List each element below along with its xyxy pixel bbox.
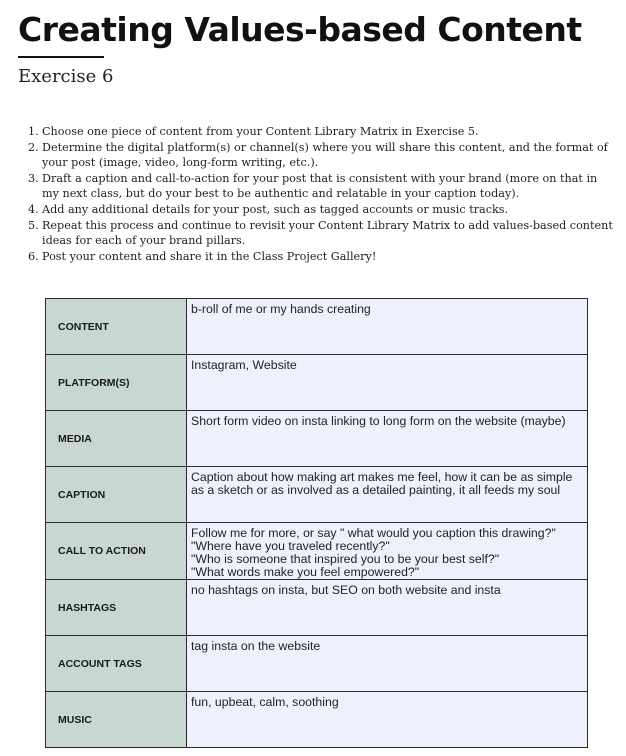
row-label: CONTENT bbox=[46, 299, 187, 355]
instruction-step bbox=[28, 218, 617, 249]
instruction-step bbox=[28, 249, 617, 265]
value-line: b-roll of me or my hands creating bbox=[191, 302, 371, 316]
value-line: tag insta on the website bbox=[191, 639, 321, 653]
content-matrix-table bbox=[45, 298, 588, 748]
matrix-row-caption bbox=[46, 467, 588, 523]
matrix-row-call-to-action bbox=[46, 523, 588, 580]
value-line: Instagram, Website bbox=[191, 358, 297, 372]
value-line: Short form video on insta linking to long form on the website (maybe) bbox=[191, 414, 566, 428]
matrix-row-media bbox=[46, 411, 588, 467]
step-number: 4. bbox=[28, 202, 39, 216]
instruction-step bbox=[28, 124, 617, 140]
instruction-step bbox=[28, 171, 617, 202]
row-value-field[interactable] bbox=[187, 411, 588, 467]
page-title: Creating Values-based Content bbox=[18, 10, 582, 49]
value-line: fun, upbeat, calm, soothing bbox=[191, 695, 339, 709]
value-line: as a sketch or as involved as a detailed painting, it all feeds my soul bbox=[191, 483, 561, 497]
step-text: Determine the digital platform(s) or channel(s) where you will share this content, and the format of your post (image, video, long-form writing, etc.). bbox=[42, 140, 608, 170]
matrix-row-music bbox=[46, 692, 588, 748]
row-label: MUSIC bbox=[46, 692, 187, 748]
row-value-field[interactable] bbox=[187, 523, 588, 580]
step-text: Repeat this process and continue to revisit your Content Library Matrix to add values-based content ideas for each of your brand pillars. bbox=[42, 218, 613, 248]
row-value-field[interactable] bbox=[187, 692, 588, 748]
matrix-row-content bbox=[46, 299, 588, 355]
row-value-field[interactable] bbox=[187, 636, 588, 692]
row-label: PLATFORM(S) bbox=[46, 355, 187, 411]
row-label: ACCOUNT TAGS bbox=[46, 636, 187, 692]
row-value-field[interactable] bbox=[187, 580, 588, 636]
instructions-list bbox=[28, 124, 617, 264]
step-text: Draft a caption and call-to-action for your post that is consistent with your brand (more on that in my next class, but do your best to be authentic and relatable in your caption today). bbox=[42, 171, 598, 201]
row-label: MEDIA bbox=[46, 411, 187, 467]
matrix-row-platforms bbox=[46, 355, 588, 411]
value-line: Caption about how making art makes me feel, how it can be as simple bbox=[191, 470, 573, 484]
step-number: 3. bbox=[28, 171, 39, 185]
row-label: HASHTAGS bbox=[46, 580, 187, 636]
row-value-field[interactable] bbox=[187, 299, 588, 355]
row-value-field[interactable] bbox=[187, 355, 588, 411]
step-number: 6. bbox=[28, 249, 39, 263]
matrix-row-hashtags bbox=[46, 580, 588, 636]
step-number: 2. bbox=[28, 140, 39, 154]
title-underline bbox=[18, 56, 104, 58]
row-label: CALL TO ACTION bbox=[46, 523, 187, 580]
row-value-field[interactable] bbox=[187, 467, 588, 523]
value-line: no hashtags on insta, but SEO on both website and insta bbox=[191, 583, 501, 597]
step-text: Add any additional details for your post, such as tagged accounts or music tracks. bbox=[42, 202, 509, 216]
exercise-subtitle: Exercise 6 bbox=[18, 66, 114, 87]
step-number: 5. bbox=[28, 218, 39, 232]
step-text: Post your content and share it in the Class Project Gallery! bbox=[42, 249, 377, 263]
value-line: "What words make you feel empowered?" bbox=[191, 565, 420, 579]
value-line: Follow me for more, or say " what would you caption this drawing?" bbox=[191, 526, 556, 540]
step-text: Choose one piece of content from your Content Library Matrix in Exercise 5. bbox=[42, 125, 479, 138]
instruction-step bbox=[28, 140, 617, 171]
matrix-row-account-tags bbox=[46, 636, 588, 692]
value-line: "Who is someone that inspired you to be your best self?" bbox=[191, 552, 500, 566]
row-label: CAPTION bbox=[46, 467, 187, 523]
instruction-step bbox=[28, 202, 617, 218]
value-line: "Where have you traveled recently?" bbox=[191, 539, 390, 553]
step-number: 1. bbox=[28, 125, 39, 138]
